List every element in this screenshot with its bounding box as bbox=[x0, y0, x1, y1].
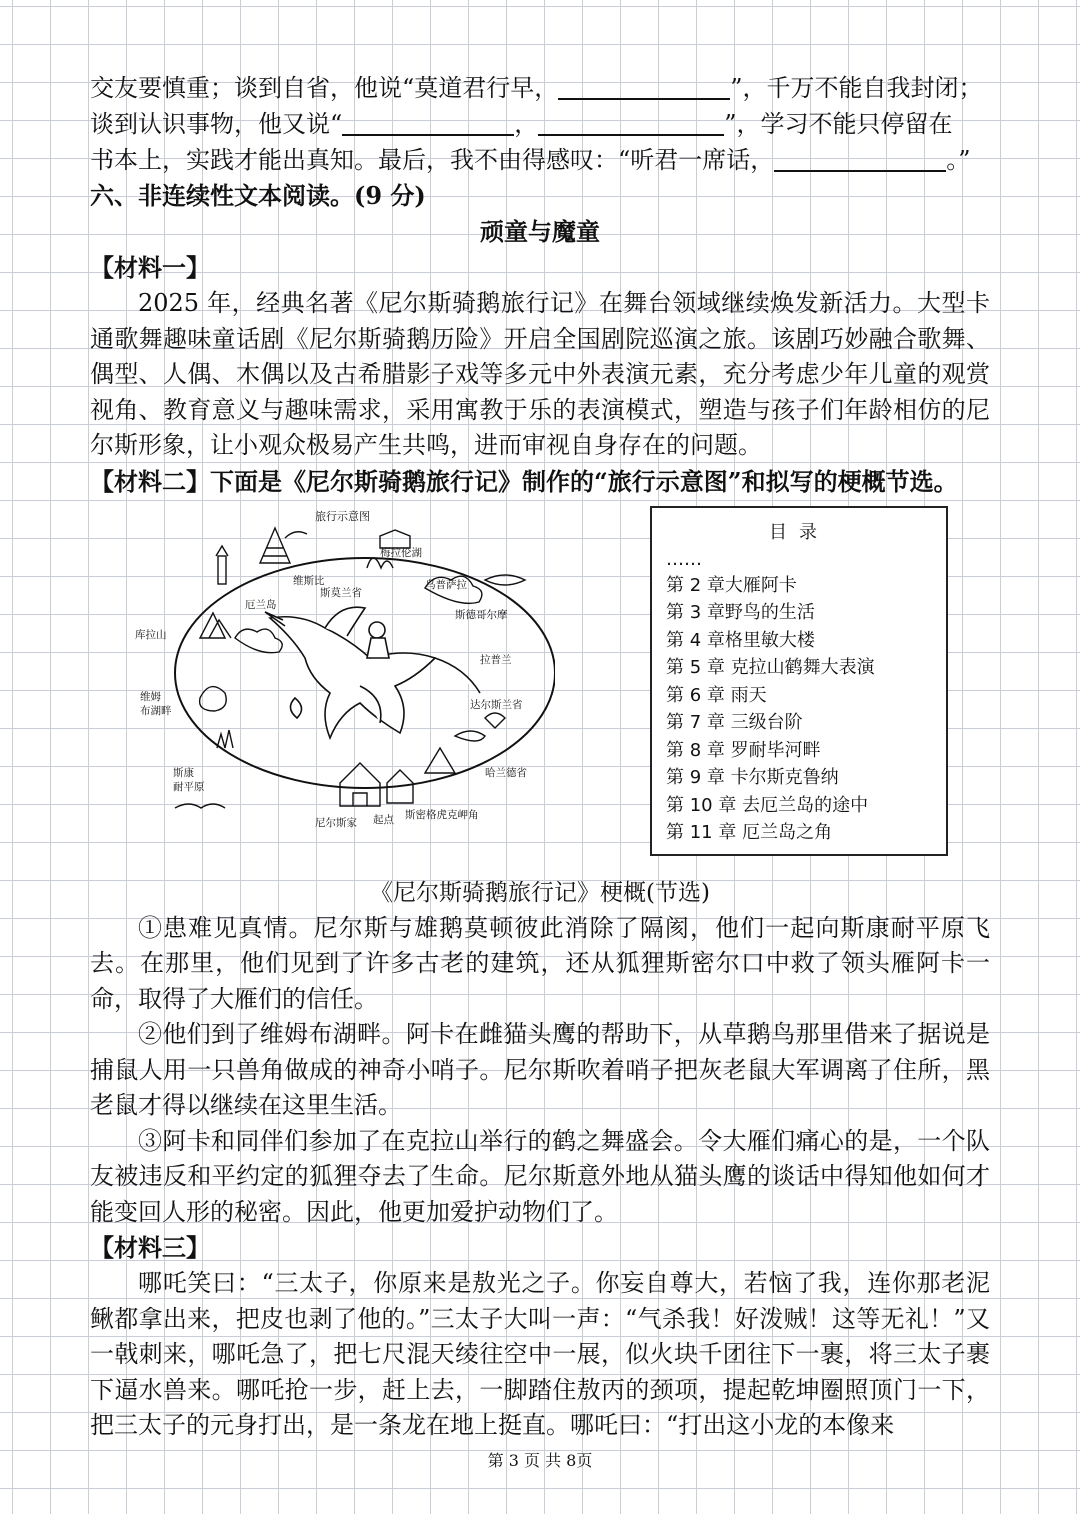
article-title: 顽童与魔童 bbox=[480, 217, 600, 246]
fill-blank-line-3 bbox=[90, 142, 990, 178]
section-heading: 六、非连续性文本阅读。(9 分) bbox=[90, 181, 426, 210]
toc-item: 第 3 章野鸟的生活 bbox=[666, 602, 815, 623]
map-label: 厄兰岛 bbox=[245, 598, 277, 611]
text-segment: 。” bbox=[946, 146, 971, 174]
table-of-contents bbox=[650, 506, 948, 856]
map-label: 拉普兰 bbox=[480, 653, 512, 666]
toc-item: 第 10 章 去厄兰岛的途中 bbox=[666, 794, 869, 816]
material-1-text: 2025 年，经典名著《尼尔斯骑鹅旅行记》在舞台领域继续焕发新活力。大型卡通歌舞趣味童话剧《尼尔斯骑鹅历险》开启全国剧院巡演之旅。该剧巧妙融合歌舞、偶型、人偶、木偶以及古希腊影子戏等多元中外表演元素，充分考虑少年儿童的观赏视角、教育意义与趣味需求，采用寓教于乐的表演模式，塑造与孩子们年龄相仿的尼尔斯形象，让小观众极易产生共鸣，进而审视自身存在的问题。 bbox=[90, 289, 990, 459]
exam-page bbox=[90, 70, 990, 1444]
toc-item: 第 8 章 罗耐毕河畔 bbox=[666, 739, 821, 761]
synopsis-paragraph-1: ①患难见真情。尼尔斯与雄鹅莫顿彼此消除了隔阂，他们一起向斯康耐平原飞去。在那里，他们见到了许多古老的建筑，还从狐狸斯密尔口中救了领头雁阿卡一命，取得了大雁们的信任。 bbox=[90, 913, 990, 1013]
goose-with-boy-illustration bbox=[265, 607, 480, 738]
material-3-label: 【材料三】 bbox=[90, 1233, 210, 1262]
text-segment: 谈到认识事物，他又说“ bbox=[90, 110, 343, 138]
map-label: 尼尔斯家 bbox=[315, 816, 357, 829]
travel-map bbox=[135, 508, 555, 838]
toc-item: 第 7 章 三级台阶 bbox=[666, 712, 803, 733]
answer-blank[interactable] bbox=[342, 108, 514, 136]
text-segment: ”，千万不能自我封闭； bbox=[730, 74, 983, 102]
answer-blank[interactable] bbox=[774, 144, 946, 172]
fill-blank-line-2 bbox=[90, 106, 990, 142]
toc-title: 目录 bbox=[769, 521, 829, 543]
synopsis-paragraph-3: ③阿卡和同伴们参加了在克拉山举行的鹤之舞盛会。令大雁们痛心的是，一个队友被违反和平约定的狐狸夺去了生命。尼尔斯意外地从猫头鹰的谈话中得知他如何才能变回人形的秘密。因此，他更加爱护动物们了。 bbox=[90, 1126, 990, 1226]
toc-item: 第 11 章 厄兰岛之角 bbox=[666, 822, 833, 843]
map-label: 梅拉伦湖 bbox=[380, 546, 422, 559]
map-label: 库拉山 bbox=[135, 628, 167, 641]
answer-blank[interactable] bbox=[538, 108, 724, 136]
map-label: 斯密格虎克岬角 bbox=[405, 808, 479, 821]
map-label: 维斯比 bbox=[293, 574, 325, 587]
map-label: 布湖畔 bbox=[140, 704, 172, 717]
toc-item: 第 9 章 卡尔斯克鲁纳 bbox=[666, 767, 839, 788]
synopsis-caption: 《尼尔斯骑鹅旅行记》梗概(节选) bbox=[370, 879, 710, 906]
material-3-text: 哪吒笑曰：“三太子，你原来是敖光之子。你妄自尊大，若恼了我，连你那老泥鳅都拿出来，把皮也剥了他的。”三太子大叫一声：“气杀我！好泼贼！这等无礼！”又一戟刺来，哪吒急了，把七尺混天绫往空中一展，似火块千团往下一裹，将三太子裹下逼水兽来。哪吒抢一步，赶上去，一脚踏住敖丙的颈项，提起乾坤圈照顶门一下，把三太子的元身打出，是一条龙在地上挺直。哪吒曰：“打出这小龙的本像来 bbox=[90, 1269, 990, 1439]
map-label: 斯德哥尔摩 bbox=[455, 608, 508, 621]
toc-item: 第 2 章大雁阿卡 bbox=[666, 574, 797, 596]
map-label: 斯莫兰省 bbox=[320, 586, 362, 599]
text-segment: ， bbox=[514, 110, 539, 138]
synopsis-paragraph-2: ②他们到了维姆布湖畔。阿卡在雌猫头鹰的帮助下，从草鹅鸟那里借来了据说是捕鼠人用一只兽角做成的神奇小哨子。尼尔斯吹着哨子把灰老鼠大军调离了住所，黑老鼠才得以继续在这里生活。 bbox=[90, 1020, 990, 1119]
figure-row bbox=[90, 500, 990, 875]
map-label: 斯康 bbox=[173, 766, 194, 779]
text-segment: 交友要慎重；谈到自省，他说“莫道君行早， bbox=[90, 74, 559, 102]
fill-blank-line-1 bbox=[90, 70, 990, 106]
answer-blank[interactable] bbox=[558, 72, 730, 100]
toc-ellipsis: …… bbox=[666, 548, 702, 570]
map-label: 达尔斯兰省 bbox=[470, 698, 523, 711]
map-label: 维姆 bbox=[140, 690, 161, 703]
map-title: 旅行示意图 bbox=[315, 509, 370, 523]
map-label: 耐平原 bbox=[173, 780, 205, 793]
text-segment: ”，学习不能只停留在 bbox=[724, 110, 953, 138]
material-2-label: 【材料二】下面是《尼尔斯骑鹅旅行记》制作的“旅行示意图”和拟写的梗概节选。 bbox=[90, 466, 958, 496]
toc-item: 第 6 章 雨天 bbox=[666, 684, 767, 706]
toc-item: 第 4 章格里敏大楼 bbox=[666, 629, 815, 651]
page-footer: 第 3 页 共 8页 bbox=[487, 1451, 593, 1470]
toc-item: 第 5 章 克拉山鹤舞大表演 bbox=[666, 657, 875, 678]
text-segment: 书本上，实践才能出真知。最后，我不由得感叹：“听君一席话， bbox=[90, 146, 775, 174]
map-label: 起点 bbox=[373, 813, 394, 826]
material-1-label: 【材料一】 bbox=[90, 253, 210, 282]
map-label: 乌普萨拉 bbox=[425, 578, 467, 591]
map-label: 哈兰德省 bbox=[485, 766, 527, 779]
